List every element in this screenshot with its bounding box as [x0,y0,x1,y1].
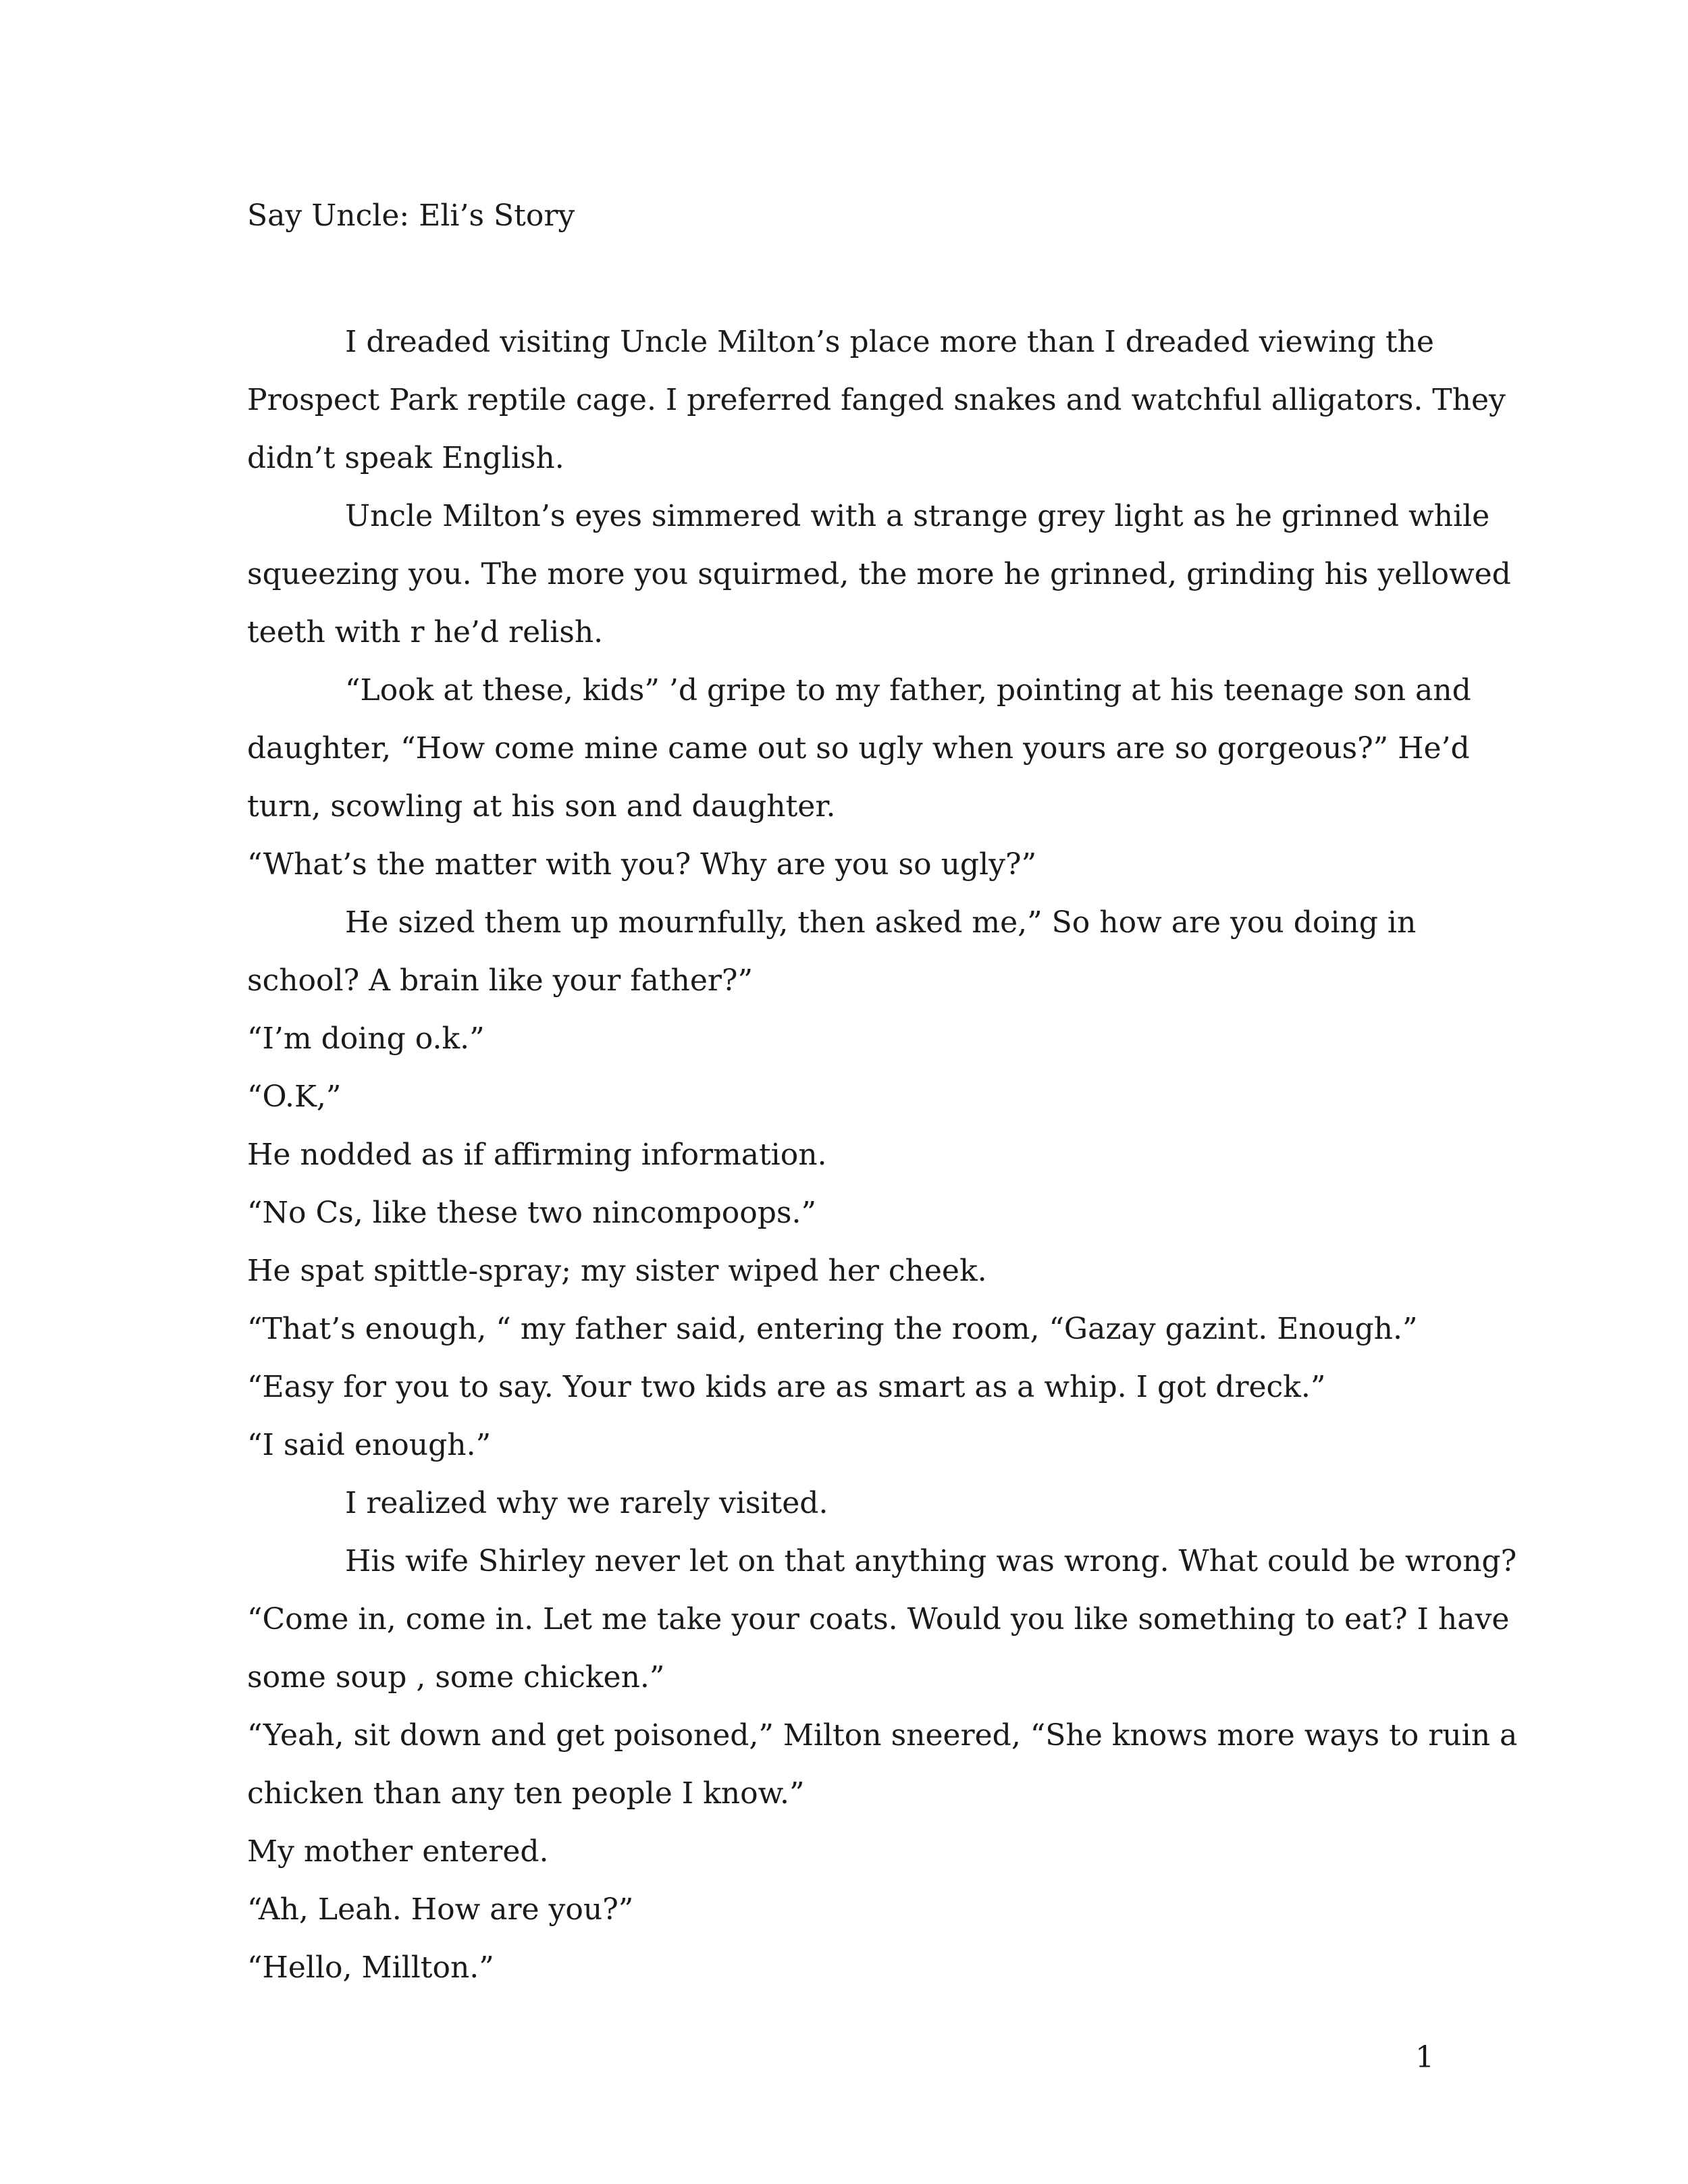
text-line: didn’t speak English. [247,441,564,475]
text-line: some soup , some chicken.” [247,1660,665,1695]
text-line: His wife Shirley never let on that anything was wrong. What could be wrong? [345,1544,1517,1578]
page-number: 1 [1415,2040,1434,2075]
text-line: “Come in, come in. Let me take your coats. Would you like something to eat? I have [247,1602,1510,1636]
text-line: daughter, “How come mine came out so ugly when yours are so gorgeous?” He’d [247,731,1470,766]
text-line: “I’m doing o.k.” [247,1021,485,1056]
text-line: turn, scowling at his son and daughter. [247,789,836,824]
text-line: “Hello, Millton.” [247,1950,494,1985]
text-line: “What’s the matter with you? Why are you so ugly?” [247,847,1037,882]
text-line: “I said enough.” [247,1428,492,1462]
text-line: Uncle Milton’s eyes simmered with a strange grey light as he grinned while [345,499,1490,533]
text-line: “No Cs, like these two nincompoops.” [247,1196,816,1230]
text-line: “Easy for you to say. Your two kids are as smart as a whip. I got dreck.” [247,1370,1326,1404]
text-line: “Yeah, sit down and get poisoned,” Milton sneered, “She knows more ways to ruin a [247,1718,1518,1753]
text-line: I realized why we rarely visited. [345,1486,828,1520]
text-line: chicken than any ten people I know.” [247,1776,805,1811]
text-line: “Look at these, kids” ’d gripe to my father, pointing at his teenage son and [345,673,1471,708]
text-line: “Ah, Leah. How are you?” [247,1892,634,1927]
story-title: Say Uncle: Eli’s Story [247,198,575,233]
story-body [247,313,1518,1997]
text-line: He spat spittle-spray; my sister wiped her cheek. [247,1254,987,1288]
text-line: “O.K,” [247,1080,342,1114]
text-line: school? A brain like your father?” [247,963,754,998]
text-line: “That’s enough, “ my father said, entering the room, “Gazay gazint. Enough.” [247,1312,1418,1346]
text-line: My mother entered. [247,1834,549,1869]
text-line: Prospect Park reptile cage. I preferred fanged snakes and watchful alligators. They [247,383,1506,417]
text-line: I dreaded visiting Uncle Milton’s place more than I dreaded viewing the [345,325,1434,359]
text-line: squeezing you. The more you squirmed, the more he grinned, grinding his yellowed [247,557,1511,591]
text-line: teeth with r he’d relish. [247,615,604,649]
text-line: He nodded as if affirming information. [247,1138,827,1172]
text-line: He sized them up mournfully, then asked me,” So how are you doing in [345,905,1417,940]
story-text [247,313,1518,1997]
